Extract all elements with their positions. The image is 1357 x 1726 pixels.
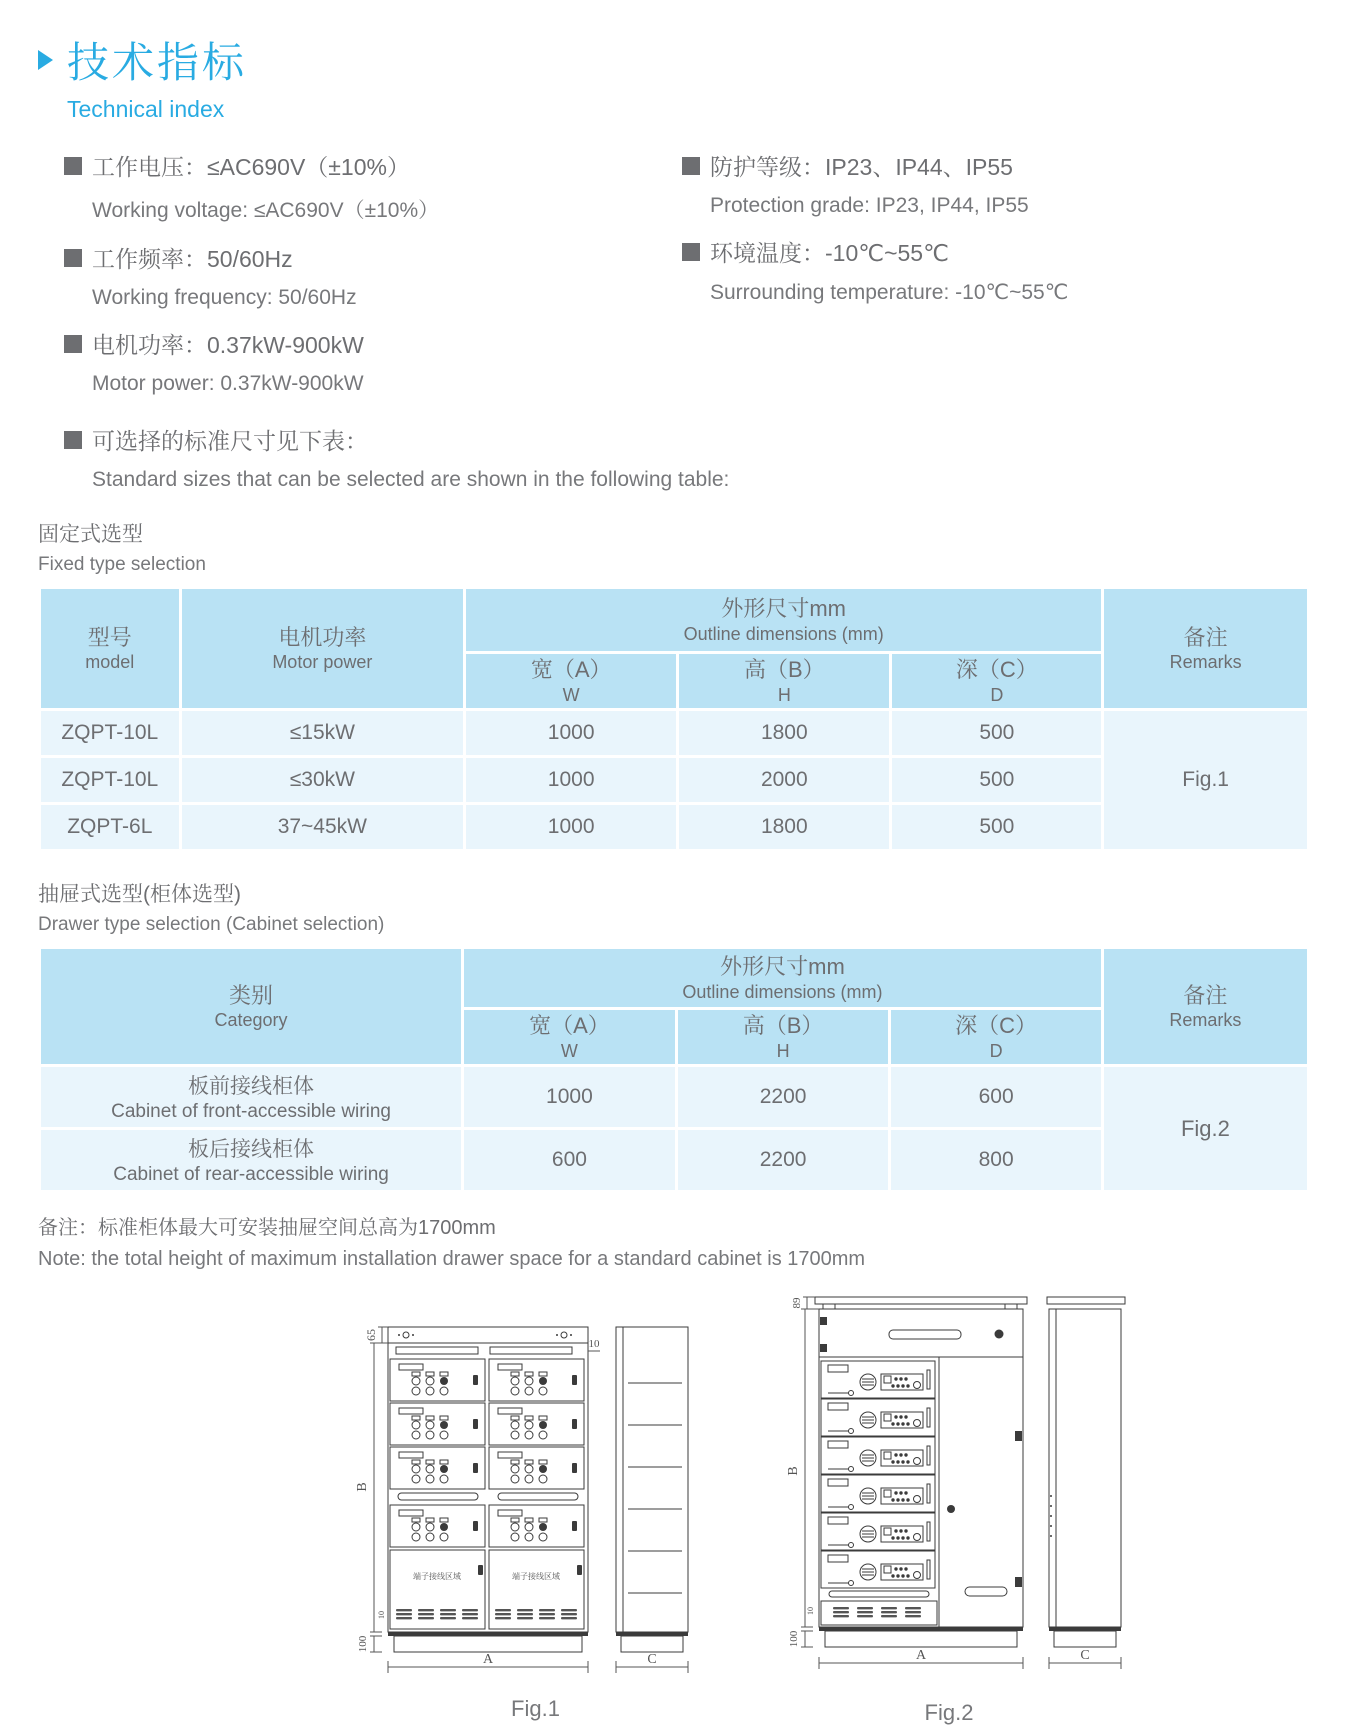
spec-item-working-frequency <box>64 241 682 310</box>
cell-model: ZQPT-6L <box>41 805 179 849</box>
table2-caption-en: Drawer type selection (Cabinet selection) <box>38 914 385 935</box>
fig2-dim-width: A <box>915 1648 927 1663</box>
table2-caption <box>38 878 1357 936</box>
cell-model: ZQPT-10L <box>41 711 179 755</box>
spec-text-cn: 工作电压：≤AC690V（±10%） <box>92 154 410 180</box>
cell-height: 2000 <box>679 758 889 802</box>
cell-height: 1800 <box>679 711 889 755</box>
cell-power: ≤30kW <box>182 758 463 802</box>
cell-power: 37~45kW <box>182 805 463 849</box>
table-row <box>41 1067 1307 1127</box>
cell-depth: 600 <box>891 1067 1100 1127</box>
th-height: 高（B） H <box>678 1010 889 1064</box>
fig1-side-view <box>616 1327 688 1652</box>
spec-item-working-voltage <box>64 149 682 224</box>
bullet-square-icon <box>64 157 82 175</box>
fig1-front-view <box>388 1327 588 1652</box>
cell-remark: Fig.2 <box>1104 1067 1307 1190</box>
th-depth: 深（C） D <box>892 654 1101 708</box>
spec-text-en: Motor power: 0.37kW-900kW <box>92 372 364 395</box>
cell-height: 2200 <box>678 1067 889 1127</box>
fig2-drawing <box>759 1281 1139 1681</box>
bullet-square-icon <box>64 249 82 267</box>
fig1-dim-depth: C <box>647 1652 657 1667</box>
note-cn: 备注：标准柜体最大可安装抽屉空间总高为1700mm <box>38 1217 496 1239</box>
cell-depth: 800 <box>891 1130 1100 1190</box>
spec-text-en: Working voltage: ≤AC690V（±10%） <box>92 199 440 222</box>
spec-text-en: Standard sizes that can be selected are shown in the following table: <box>92 468 730 491</box>
cell-width: 1000 <box>464 1067 675 1127</box>
table-header-row <box>41 949 1307 1007</box>
figures-section <box>38 1281 1357 1726</box>
table1-caption-en: Fixed type selection <box>38 554 206 575</box>
spec-text-en: Working frequency: 50/60Hz <box>92 286 357 309</box>
fig1-dim-height: B <box>355 1482 370 1492</box>
spec-item-protection-grade <box>682 149 1357 218</box>
table-row <box>41 711 1307 755</box>
cell-height: 2200 <box>678 1130 889 1190</box>
cell-height: 1800 <box>679 805 889 849</box>
fig1-caption: Fig.1 <box>511 1696 560 1721</box>
th-height: 高（B） H <box>679 654 889 708</box>
th-remarks: 备注 Remarks <box>1104 949 1307 1064</box>
bullet-square-icon <box>64 431 82 449</box>
fig1-dim-top: 65 <box>364 1329 378 1341</box>
fig1-terminal-area-label: 端子接线区域 <box>512 1572 560 1581</box>
fig2-side-view <box>1047 1297 1125 1647</box>
spec-item-surrounding-temperature <box>682 235 1357 305</box>
spec-text-cn: 工作频率：50/60Hz <box>92 246 293 272</box>
cell-depth: 500 <box>892 711 1101 755</box>
cell-width: 600 <box>464 1130 675 1190</box>
spec-item-motor-power <box>64 327 682 396</box>
fig1-dim-base: 100 <box>357 1635 369 1653</box>
page-header <box>38 30 1357 123</box>
fixed-type-table <box>38 586 1310 852</box>
cell-depth: 500 <box>892 758 1101 802</box>
fig1-dim-small: 10 <box>377 1611 386 1619</box>
section-marker-icon <box>38 50 53 70</box>
table1-caption <box>38 518 1357 576</box>
spec-text-cn: 防护等级：IP23、IP44、IP55 <box>710 154 1013 180</box>
table-note <box>38 1211 1357 1271</box>
th-width: 宽（A） W <box>466 654 676 708</box>
fig1-dim-width: A <box>482 1652 494 1667</box>
cell-width: 1000 <box>466 711 676 755</box>
th-depth: 深（C） D <box>891 1010 1100 1064</box>
spec-text-cn: 可选择的标准尺寸见下表： <box>92 428 368 454</box>
bullet-square-icon <box>682 243 700 261</box>
fig1-terminal-area-label: 端子接线区域 <box>413 1572 461 1581</box>
fig2-dim-depth: C <box>1080 1648 1090 1663</box>
cell-width: 1000 <box>466 805 676 849</box>
fig1-dim-top-right: 10 <box>588 1338 600 1350</box>
fig2-dim-small: 10 <box>806 1607 815 1615</box>
figure-2 <box>759 1281 1139 1726</box>
th-motor-power: 电机功率 Motor power <box>182 589 463 708</box>
table2-caption-cn: 抽屉式选型(柜体选型) <box>38 883 241 906</box>
cell-remark: Fig.1 <box>1104 711 1307 849</box>
fig2-dim-height: B <box>786 1466 801 1476</box>
th-remarks: 备注 Remarks <box>1104 589 1307 708</box>
page-subtitle: Technical index <box>67 96 225 122</box>
spec-text-cn: 电机功率：0.37kW-900kW <box>92 332 364 358</box>
th-model: 型号 model <box>41 589 179 708</box>
page-title: 技术指标 <box>67 39 248 86</box>
bullet-square-icon <box>64 335 82 353</box>
th-category: 类别 Category <box>41 949 461 1064</box>
fig1-drawing <box>338 1317 733 1677</box>
note-en: Note: the total height of maximum installation drawer space for a standard cabinet is 1700mm <box>38 1248 866 1270</box>
bullet-square-icon <box>682 157 700 175</box>
th-outline-dimensions: 外形尺寸mm Outline dimensions (mm) <box>464 949 1101 1007</box>
cell-category: 板后接线柜体 Cabinet of rear-accessible wiring <box>41 1130 461 1190</box>
spec-text-en: Protection grade: IP23, IP44, IP55 <box>710 194 1029 217</box>
th-width: 宽（A） W <box>464 1010 675 1064</box>
drawer-type-table <box>38 946 1310 1193</box>
figure-1 <box>338 1317 733 1722</box>
fig2-dim-base: 100 <box>788 1630 800 1648</box>
cell-category: 板前接线柜体 Cabinet of front-accessible wiring <box>41 1067 461 1127</box>
fig2-caption: Fig.2 <box>924 1700 974 1725</box>
fig2-front-view <box>815 1297 1027 1647</box>
spec-text-cn: 环境温度：-10℃~55℃ <box>710 240 949 266</box>
spec-list <box>64 149 1357 413</box>
fig2-dim-top: 89 <box>791 1297 803 1309</box>
table-header-row <box>41 589 1307 651</box>
cell-power: ≤15kW <box>182 711 463 755</box>
spec-item-standard-sizes <box>64 423 1357 492</box>
table1-caption-cn: 固定式选型 <box>38 523 143 546</box>
cell-model: ZQPT-10L <box>41 758 179 802</box>
th-outline-dimensions: 外形尺寸mm Outline dimensions (mm) <box>466 589 1101 651</box>
cell-width: 1000 <box>466 758 676 802</box>
spec-text-en: Surrounding temperature: -10℃~55℃ <box>710 281 1069 304</box>
cell-depth: 500 <box>892 805 1101 849</box>
